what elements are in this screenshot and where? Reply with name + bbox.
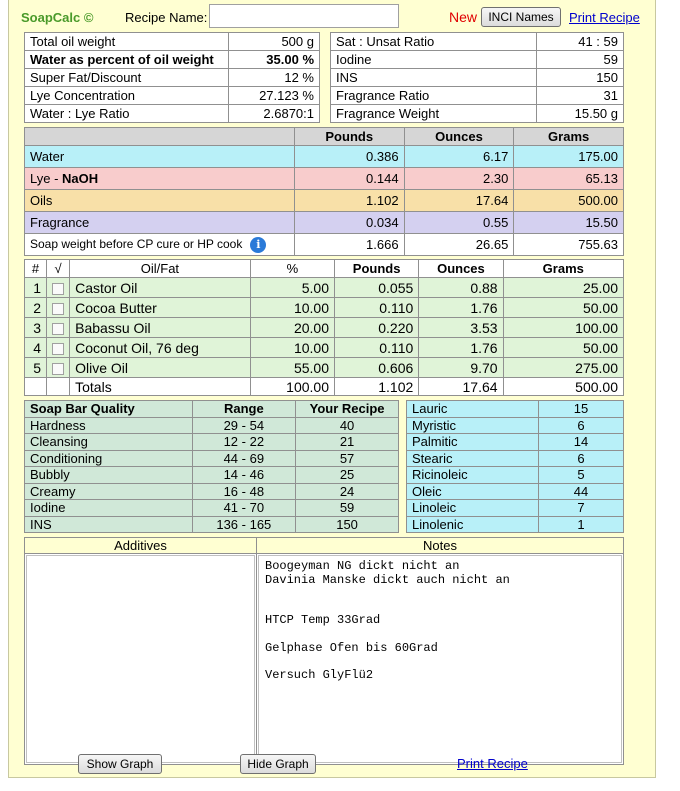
oil-checkbox-cell: [47, 278, 70, 298]
oil-checkbox[interactable]: [52, 363, 64, 375]
quality-range: 29 - 54: [192, 417, 296, 434]
fragrance-pounds: 0.034: [294, 212, 404, 234]
oil-num: 5: [25, 358, 47, 378]
quality-value: 21: [296, 434, 399, 451]
summary-value: 500 g: [229, 33, 320, 51]
lye-label-text: Lye -: [30, 171, 63, 186]
fatty-acid-row: [407, 434, 624, 451]
oil-checkbox-cell: [47, 338, 70, 358]
quality-name: INS: [25, 516, 193, 533]
summary-value: 41 : 59: [537, 33, 624, 51]
water-label: Water: [25, 146, 295, 168]
notes-header: Notes: [257, 538, 624, 554]
totals-pounds: 1.102: [335, 378, 419, 396]
oils-header-grams: Grams: [503, 260, 623, 278]
weights-header-pounds: Pounds: [294, 128, 404, 146]
summary-row: [331, 69, 624, 87]
totals-blank-2: [47, 378, 70, 396]
oil-row: [25, 278, 624, 298]
notes-textarea[interactable]: Boogeyman NG dickt nicht an Davinia Manske dickt auch nicht an HTCP Temp 33Grad Gelphase Ofen bis 60Grad Versuch GlyFlü2: [258, 555, 622, 763]
quality-range: 14 - 46: [192, 467, 296, 484]
quality-range: 16 - 48: [192, 483, 296, 500]
soap-ounces: 26.65: [404, 234, 514, 256]
weights-table: [24, 127, 624, 256]
water-grams: 175.00: [514, 146, 624, 168]
quality-row: [25, 500, 399, 517]
oils-header-pounds: Pounds: [335, 260, 419, 278]
additives-cell: [25, 554, 257, 765]
summary-row: [25, 69, 320, 87]
oil-grams: 25.00: [503, 278, 623, 298]
oil-name: Cocoa Butter: [70, 298, 251, 318]
lye-grams: 65.13: [514, 168, 624, 190]
print-recipe-link-top[interactable]: Print Recipe: [569, 10, 640, 25]
summary-label: Fragrance Ratio: [331, 87, 537, 105]
oil-pounds: 0.110: [335, 298, 419, 318]
soap-weight-label: [25, 234, 295, 256]
quality-row: [25, 434, 399, 451]
quality-value: 150: [296, 516, 399, 533]
recipe-name-input[interactable]: [209, 4, 399, 28]
summary-row: [25, 105, 320, 123]
summary-value: 59: [537, 51, 624, 69]
summary-label: Water : Lye Ratio: [25, 105, 229, 123]
oil-pct: 10.00: [250, 338, 334, 358]
oil-row: [25, 318, 624, 338]
print-recipe-link-bottom[interactable]: Print Recipe: [457, 756, 528, 771]
brand-logo: SoapCalc ©: [21, 10, 94, 25]
oils-ounces: 17.64: [404, 190, 514, 212]
summary-value: 2.6870:1: [229, 105, 320, 123]
oil-grams: 100.00: [503, 318, 623, 338]
weights-header-ounces: Ounces: [404, 128, 514, 146]
oil-grams: 50.00: [503, 338, 623, 358]
fatty-acid-row: [407, 450, 624, 467]
lye-type: NaOH: [62, 171, 99, 186]
fatty-acid-value: 7: [539, 500, 624, 517]
weights-header-blank: [25, 128, 295, 146]
soap-grams: 755.63: [514, 234, 624, 256]
weights-row-water: [25, 146, 624, 168]
oil-name: Babassu Oil: [70, 318, 251, 338]
fatty-acid-name: Stearic: [407, 450, 539, 467]
oil-checkbox-cell: [47, 298, 70, 318]
oil-ounces: 1.76: [419, 338, 503, 358]
quality-header-name: Soap Bar Quality: [25, 401, 193, 418]
oil-grams: 275.00: [503, 358, 623, 378]
lye-ounces: 2.30: [404, 168, 514, 190]
summary-label: Total oil weight: [25, 33, 229, 51]
oil-pct: 5.00: [250, 278, 334, 298]
oil-name: Olive Oil: [70, 358, 251, 378]
lye-pounds: 0.144: [294, 168, 404, 190]
fragrance-grams: 15.50: [514, 212, 624, 234]
weights-row-soap: [25, 234, 624, 256]
oil-name: Coconut Oil, 76 deg: [70, 338, 251, 358]
quality-header-recipe: Your Recipe: [296, 401, 399, 418]
fatty-acid-value: 14: [539, 434, 624, 451]
oil-row: [25, 298, 624, 318]
summary-row: [331, 105, 624, 123]
oil-ounces: 3.53: [419, 318, 503, 338]
weights-row-lye: [25, 168, 624, 190]
new-recipe-link[interactable]: New: [449, 9, 478, 25]
summary-row: [25, 51, 320, 69]
totals-grams: 500.00: [503, 378, 623, 396]
oil-grams: 50.00: [503, 298, 623, 318]
inci-names-button[interactable]: INCI Names: [481, 7, 561, 27]
summary-value: 15.50 g: [537, 105, 624, 123]
fatty-acid-value: 44: [539, 483, 624, 500]
quality-value: 59: [296, 500, 399, 517]
fragrance-ounces: 0.55: [404, 212, 514, 234]
fatty-acid-value: 1: [539, 516, 624, 533]
water-pounds: 0.386: [294, 146, 404, 168]
fatty-acid-row: [407, 516, 624, 533]
quality-row: [25, 467, 399, 484]
fatty-acid-name: Lauric: [407, 401, 539, 418]
soap-quality-table: [24, 400, 399, 533]
fatty-acid-name: Linoleic: [407, 500, 539, 517]
weights-row-oils: [25, 190, 624, 212]
oils-pounds: 1.102: [294, 190, 404, 212]
water-ounces: 6.17: [404, 146, 514, 168]
quality-row: [25, 483, 399, 500]
quality-name: Conditioning: [25, 450, 193, 467]
summary-row: [25, 87, 320, 105]
summary-value: 12 %: [229, 69, 320, 87]
summary-label: Fragrance Weight: [331, 105, 537, 123]
oils-grams: 500.00: [514, 190, 624, 212]
fatty-acid-name: Palmitic: [407, 434, 539, 451]
oil-ounces: 0.88: [419, 278, 503, 298]
summary-value: 31: [537, 87, 624, 105]
summary-row: [25, 33, 320, 51]
quality-name: Hardness: [25, 417, 193, 434]
fragrance-label: Fragrance: [25, 212, 295, 234]
oil-checkbox[interactable]: [52, 303, 64, 315]
soap-pounds: 1.666: [294, 234, 404, 256]
summary-value: 27.123 %: [229, 87, 320, 105]
lye-label: [25, 168, 295, 190]
quality-name: Cleansing: [25, 434, 193, 451]
summary-label: Lye Concentration: [25, 87, 229, 105]
fatty-acid-row: [407, 467, 624, 484]
quality-row: [25, 450, 399, 467]
oils-label: Oils: [25, 190, 295, 212]
fatty-acid-name: Ricinoleic: [407, 467, 539, 484]
oil-pounds: 0.055: [335, 278, 419, 298]
totals-blank-1: [25, 378, 47, 396]
oils-header-ounces: Ounces: [419, 260, 503, 278]
quality-header-range: Range: [192, 401, 296, 418]
quality-value: 57: [296, 450, 399, 467]
quality-range: 41 - 70: [192, 500, 296, 517]
quality-name: Iodine: [25, 500, 193, 517]
oil-num: 2: [25, 298, 47, 318]
oil-name: Castor Oil: [70, 278, 251, 298]
summary-value: 150: [537, 69, 624, 87]
oil-checkbox[interactable]: [52, 343, 64, 355]
quality-row: [25, 516, 399, 533]
oil-num: 4: [25, 338, 47, 358]
oils-table: [24, 259, 624, 396]
summary-table-right: [330, 32, 624, 123]
oil-pct: 10.00: [250, 298, 334, 318]
fatty-acid-value: 6: [539, 450, 624, 467]
oil-pounds: 0.220: [335, 318, 419, 338]
recipe-name-label: Recipe Name:: [125, 10, 208, 25]
totals-pct: 100.00: [250, 378, 334, 396]
summary-label: Iodine: [331, 51, 537, 69]
summary-row: [331, 87, 624, 105]
fatty-acid-value: 5: [539, 467, 624, 484]
notes-table: [24, 537, 624, 765]
oil-checkbox[interactable]: [52, 283, 64, 295]
oil-num: 1: [25, 278, 47, 298]
quality-range: 12 - 22: [192, 434, 296, 451]
summary-value: 35.00 %: [229, 51, 320, 69]
weights-header-grams: Grams: [514, 128, 624, 146]
oil-pct: 55.00: [250, 358, 334, 378]
quality-name: Creamy: [25, 483, 193, 500]
quality-value: 40: [296, 417, 399, 434]
quality-value: 25: [296, 467, 399, 484]
summary-label: Super Fat/Discount: [25, 69, 229, 87]
oil-row: [25, 338, 624, 358]
oil-checkbox-cell: [47, 318, 70, 338]
quality-range: 136 - 165: [192, 516, 296, 533]
summary-label: INS: [331, 69, 537, 87]
hide-graph-button[interactable]: Hide Graph: [240, 754, 316, 774]
additives-textarea[interactable]: [26, 555, 255, 763]
fatty-acid-value: 6: [539, 417, 624, 434]
additives-header: Additives: [25, 538, 257, 554]
quality-row: [25, 417, 399, 434]
notes-cell: [257, 554, 624, 765]
fatty-acid-row: [407, 500, 624, 517]
oil-pounds: 0.110: [335, 338, 419, 358]
oil-ounces: 9.70: [419, 358, 503, 378]
quality-name: Bubbly: [25, 467, 193, 484]
fatty-acid-name: Oleic: [407, 483, 539, 500]
oil-row: [25, 358, 624, 378]
info-icon[interactable]: i: [250, 237, 266, 253]
oils-totals-row: [25, 378, 624, 396]
summary-row: [331, 51, 624, 69]
oil-checkbox[interactable]: [52, 323, 64, 335]
fatty-acid-name: Myristic: [407, 417, 539, 434]
oils-header-num: #: [25, 260, 47, 278]
fatty-acid-value: 15: [539, 401, 624, 418]
oil-pct: 20.00: [250, 318, 334, 338]
summary-table-left: [24, 32, 320, 123]
weights-row-fragrance: [25, 212, 624, 234]
summary-label: Water as percent of oil weight: [25, 51, 229, 69]
quality-value: 24: [296, 483, 399, 500]
oils-header-check: √: [47, 260, 70, 278]
oils-header-pct: %: [250, 260, 334, 278]
oils-header-name: Oil/Fat: [70, 260, 251, 278]
oil-checkbox-cell: [47, 358, 70, 378]
oil-pounds: 0.606: [335, 358, 419, 378]
summary-row: [331, 33, 624, 51]
fatty-acid-name: Linolenic: [407, 516, 539, 533]
oil-num: 3: [25, 318, 47, 338]
totals-ounces: 17.64: [419, 378, 503, 396]
fatty-acid-row: [407, 417, 624, 434]
quality-range: 44 - 69: [192, 450, 296, 467]
fatty-acid-row: [407, 483, 624, 500]
header-bar: [9, 4, 655, 28]
summary-label: Sat : Unsat Ratio: [331, 33, 537, 51]
fatty-acid-row: [407, 401, 624, 418]
totals-label: Totals: [70, 378, 251, 396]
soap-weight-text: Soap weight before CP cure or HP cook: [30, 236, 243, 251]
oil-ounces: 1.76: [419, 298, 503, 318]
fatty-acid-table: [406, 400, 624, 533]
show-graph-button[interactable]: Show Graph: [78, 754, 162, 774]
